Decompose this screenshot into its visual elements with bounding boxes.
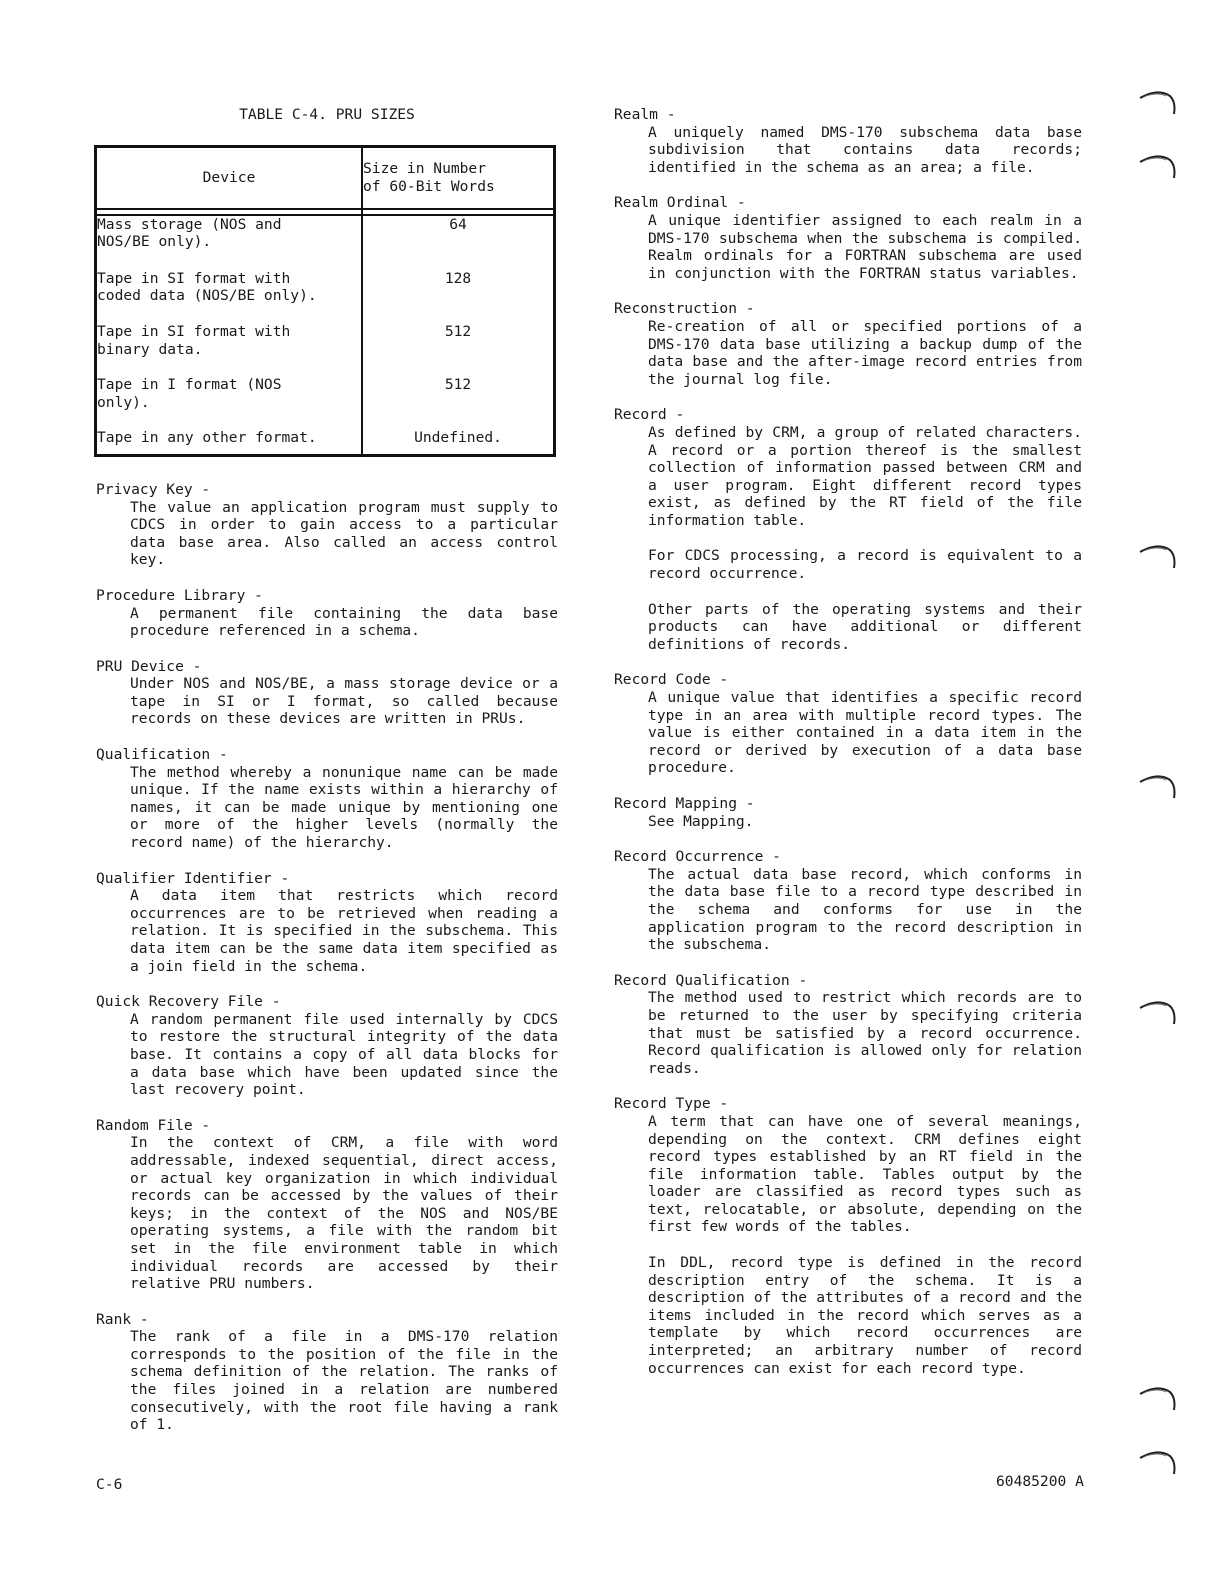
glossary-entry xyxy=(96,993,558,1099)
glossary-term: Privacy Key - xyxy=(96,480,211,498)
glossary-entry xyxy=(614,848,1082,954)
glossary-definition: A data item that restricts which record occurrences are to be retrieved when reading a relation. It is specified in the subschema. This data item can be the same data item specified as a join field in the schema. xyxy=(130,887,558,975)
table-row xyxy=(96,215,555,251)
glossary-entry xyxy=(614,972,1082,1078)
device-text: Tape in any other format. xyxy=(97,429,317,447)
glossary-term: Record Occurrence - xyxy=(614,848,781,866)
glossary-definition: A uniquely named DMS-170 subschema data base subdivision that contains data records; identified in the schema as an area; a file. xyxy=(648,123,1082,176)
table-row xyxy=(96,251,555,305)
document-number: 60485200 A xyxy=(996,1473,1084,1490)
glossary-term: Procedure Library - xyxy=(96,586,263,604)
binder-hole-mark-icon xyxy=(1136,996,1180,1032)
glossary-entry xyxy=(96,587,558,640)
glossary-definition: For CDCS processing, a record is equivalent to a record occurrence. xyxy=(648,547,1082,583)
glossary-definition: Re-creation of all or specified portions of a DMS-170 data base utilizing a backup dump of the data base and the after-image record entries from the journal log file. xyxy=(648,317,1082,388)
glossary-definition: See Mapping. xyxy=(648,812,754,830)
glossary-definition: The value an application program must supply to CDCS in order to gain access to a particular data base area. Also called an access control key. xyxy=(130,498,558,569)
left-column xyxy=(96,106,558,1452)
binder-hole-mark-icon xyxy=(1136,86,1180,122)
table-row xyxy=(96,411,555,455)
device-text: Tape in SI format with xyxy=(97,322,291,340)
glossary-definition: In DDL, record type is defined in the record description entry of the schema. It is a description of the attributes of a record and the items included in the record which serves as a template by which record occurrences are interpreted; an arbitrary number of record occurrences can exist for each record type. xyxy=(648,1254,1082,1377)
device-text: binary data. xyxy=(97,340,203,358)
glossary-term: Record Qualification - xyxy=(614,971,808,989)
glossary-entry xyxy=(96,658,558,728)
glossary-term: Realm Ordinal - xyxy=(614,194,746,212)
glossary-definition: The rank of a file in a DMS-170 relation corresponds to the position of the file in the schema definition of the relation. The ranks of the files joined in a relation are numbered consecutively, with the root file having a rank of 1. xyxy=(130,1328,558,1434)
device-text: only). xyxy=(97,393,150,411)
glossary-definition: As defined by CRM, a group of related characters. A record or a portion thereof is the smallest collection of information passed between CRM and a user program. Eight different record types exist, as defined by the RT field of the file information table. xyxy=(648,423,1082,529)
glossary-entry xyxy=(96,870,558,976)
size-cell: 512 xyxy=(444,376,472,394)
size-cell: 64 xyxy=(449,215,467,233)
size-cell: 512 xyxy=(444,322,472,340)
table-row xyxy=(96,358,555,411)
device-cell xyxy=(96,251,363,305)
page-number: C-6 xyxy=(96,1476,123,1493)
table-title: TABLE C-4. PRU SIZES xyxy=(239,106,415,123)
glossary-definition: The method whereby a nonunique name can be made unique. If the name exists within a hierarchy of names, it can be made unique by mentioning one or more of the higher levels (normally the record name) of the hierarchy. xyxy=(130,763,558,852)
device-text: Mass storage (NOS and xyxy=(97,215,282,233)
glossary-term: Rank - xyxy=(96,1310,149,1328)
device-text: NOS/BE only). xyxy=(97,233,212,251)
glossary-definition: A permanent file containing the data base procedure referenced in a schema. xyxy=(130,604,558,640)
glossary-definition: Other parts of the operating systems and their products can have additional or different definitions of records. xyxy=(648,600,1082,653)
glossary-entry xyxy=(614,1095,1082,1377)
header-device: Device xyxy=(96,146,363,209)
header-size-line2: of 60-Bit Words xyxy=(363,177,495,195)
device-cell xyxy=(96,358,363,411)
glossary-term: Quick Recovery File - xyxy=(96,993,281,1011)
glossary-entry xyxy=(614,795,1082,830)
table-header-row xyxy=(96,146,555,209)
binder-hole-mark-icon xyxy=(1136,1382,1180,1418)
device-cell xyxy=(96,215,363,251)
binder-hole-mark-icon xyxy=(1136,1446,1180,1482)
device-cell xyxy=(96,411,363,455)
size-cell: 128 xyxy=(444,269,472,287)
glossary-entry xyxy=(96,481,558,569)
device-text: Tape in I format (NOS xyxy=(97,376,282,394)
glossary-term: Random File - xyxy=(96,1116,211,1134)
glossary-definition: A random permanent file used internally by CDCS to restore the structural integrity of the data base. It contains a copy of all data blocks for a data base which have been updated since the last recovery point. xyxy=(130,1010,558,1099)
glossary-entry xyxy=(96,1311,558,1434)
glossary-definition: In the context of CRM, a file with word addressable, indexed sequential, direct access, or actual key organization in which individual records can be accessed by the values of their keys; in the context of the NOS and NOS/BE operating systems, a file with the random bit set in the file environment table in which individual records are accessed by their relative PRU numbers. xyxy=(130,1134,558,1293)
header-size-line1: Size in Number xyxy=(363,160,487,177)
device-text: Tape in SI format with xyxy=(97,269,291,287)
glossary-definition: A term that can have one of several meanings, depending on the context. CRM defines eight record types established by an RT field in the file information table. Tables output by the loader are classified as record types such as text, relocatable, or absolute, depending on the first few words of the tables. xyxy=(648,1112,1082,1236)
glossary-definition: The actual data base record, which conforms in the data base file to a record type described in the schema and conforms for use in the application program to the record description in the subschema. xyxy=(648,865,1082,954)
binder-hole-mark-icon xyxy=(1136,770,1180,806)
glossary-term: Realm - xyxy=(614,106,676,123)
device-text: coded data (NOS/BE only). xyxy=(97,287,317,305)
glossary-entry xyxy=(614,300,1082,388)
glossary-term: Record - xyxy=(614,406,685,424)
glossary-entry xyxy=(614,106,1082,176)
glossary-term: Reconstruction - xyxy=(614,300,755,318)
pru-sizes-table xyxy=(94,145,556,457)
glossary-definition: A unique value that identifies a specific record type in an area with multiple record types. The value is either contained in a data item in the record or derived by execution of a data base procedure. xyxy=(648,689,1082,777)
glossary-definition: A unique identifier assigned to each realm in a DMS-170 subschema when the subschema is compiled. Realm ordinals for a FORTRAN subschema are used in conjunction with the FORTRAN status variables. xyxy=(648,211,1082,282)
glossary-term: Record Mapping - xyxy=(614,795,755,812)
glossary-entry xyxy=(614,671,1082,777)
glossary-term: PRU Device - xyxy=(96,657,202,675)
glossary-left-list xyxy=(96,481,558,1434)
glossary-definition: The method used to restrict which records are to be returned to the user by specifying criteria that must be satisfied by a record occurrence. Record qualification is allowed only for relation reads. xyxy=(648,989,1082,1077)
table-row xyxy=(96,305,555,358)
glossary-entry xyxy=(614,194,1082,282)
glossary-entry xyxy=(614,406,1082,653)
glossary-definition: Under NOS and NOS/BE, a mass storage device or a tape in SI or I format, so called because records on these devices are written in PRUs. xyxy=(130,675,558,728)
header-size xyxy=(362,146,555,209)
glossary-term: Qualifier Identifier - xyxy=(96,869,290,887)
glossary-term: Qualification - xyxy=(96,746,228,764)
size-cell: Undefined. xyxy=(414,429,502,447)
device-cell xyxy=(96,305,363,358)
glossary-term: Record Type - xyxy=(614,1095,729,1113)
glossary-entry xyxy=(96,746,558,852)
binder-hole-mark-icon xyxy=(1136,540,1180,576)
binder-hole-mark-icon xyxy=(1136,150,1180,186)
glossary-entry xyxy=(96,1117,558,1293)
glossary-term: Record Code - xyxy=(614,671,729,689)
right-column xyxy=(614,106,1082,1395)
